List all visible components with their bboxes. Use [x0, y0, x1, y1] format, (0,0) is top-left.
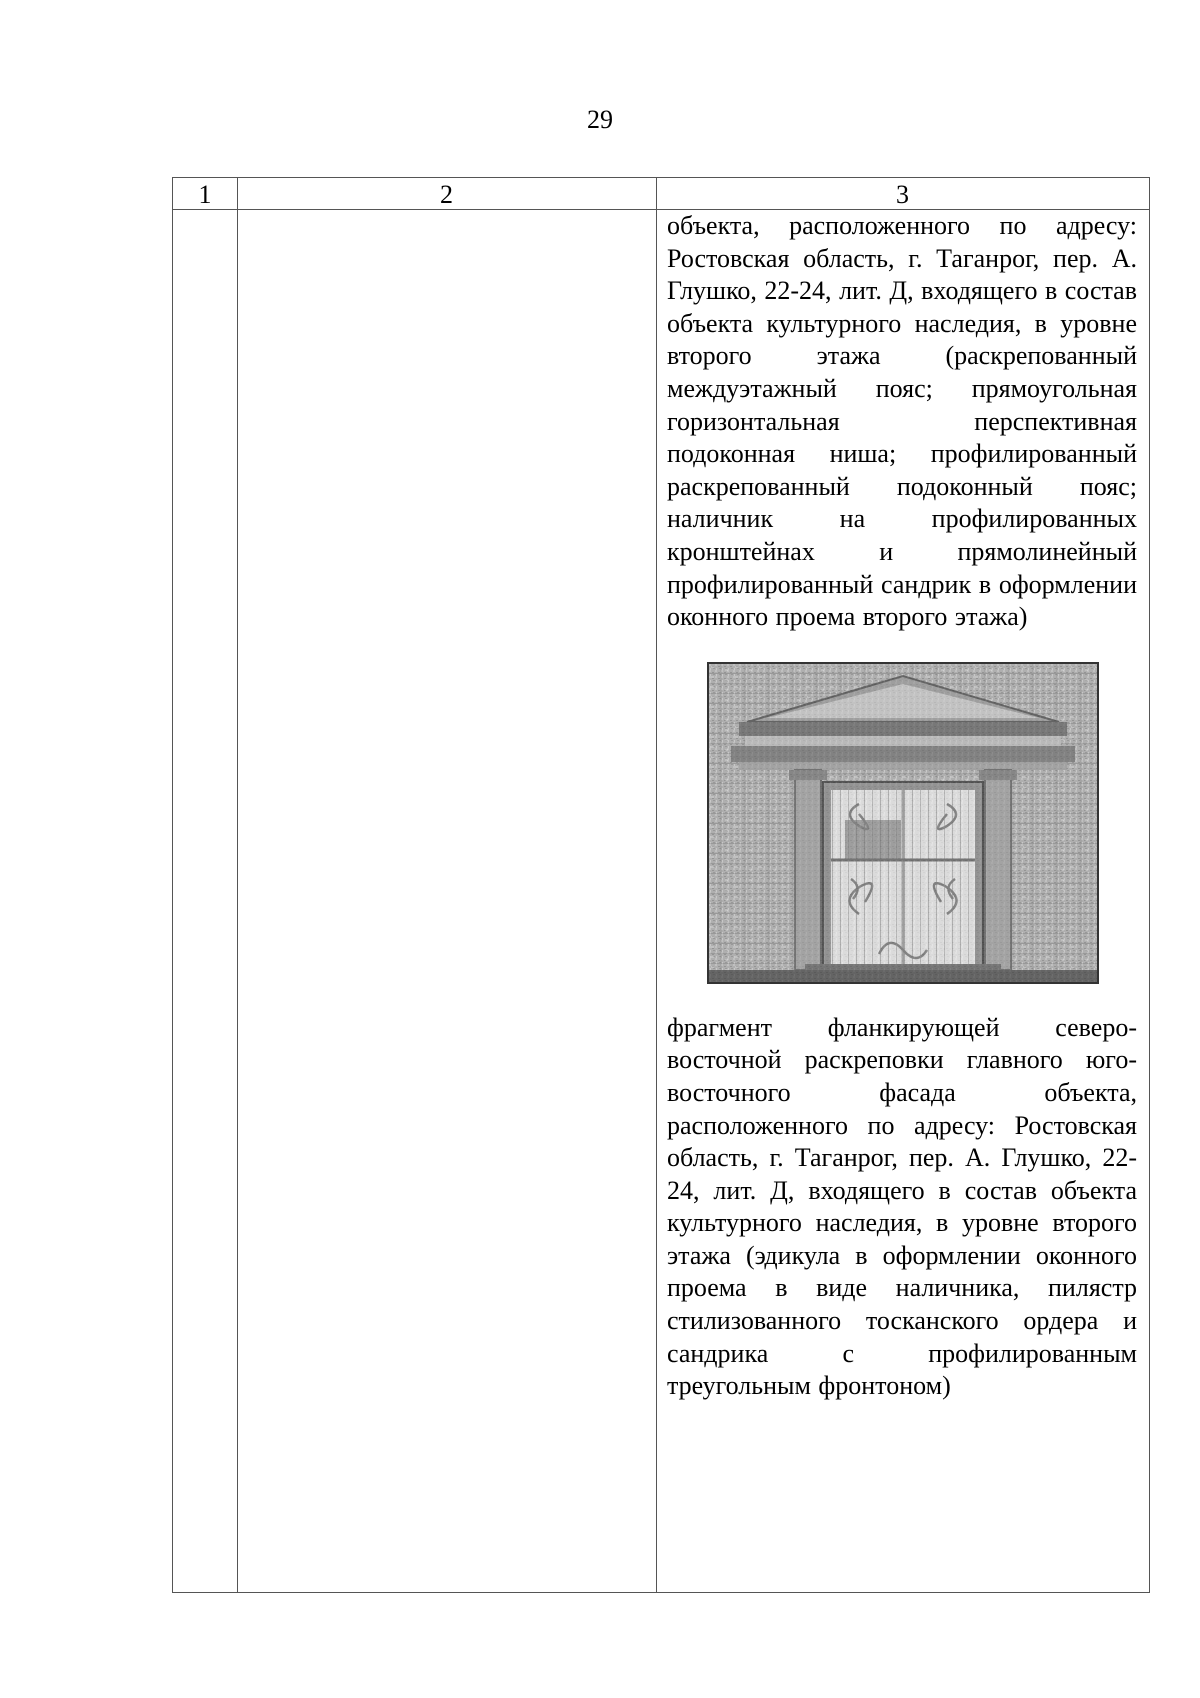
page-number: 29 — [587, 105, 613, 134]
header-cell-1: 1 — [198, 180, 212, 209]
header-cell-3: 3 — [896, 180, 909, 209]
header-cell-2: 2 — [440, 180, 453, 209]
column-divider-1 — [237, 178, 238, 1592]
photo-spacer — [667, 984, 1137, 1012]
description-paragraph-1: объекта, расположенного по адресу: Ростовская область, г. Таганрог, пер. А. Глушко, 22-24, лит. Д, входящего в состав объекта культурного наследия, в уровне второго этажа (раскрепованный междуэтажный пояс; прямоугольная горизонтальная перспективная подоконная ниша; профилированный раскрепованный подоконный пояс; наличник на профилированных кронштейнах и прямолинейный профилированный сандрик в оформлении оконного проема второго этажа) — [667, 211, 1137, 632]
description-paragraph-2: фрагмент фланкирующей северо-восточной раскреповки главного юго-восточного фасада объекта, расположенного по адресу: Ростовская область, г. Таганрог, пер. А. Глушко, 22-24, лит. Д, входящего в состав объекта культурного наследия, в уровне второго этажа (эдикула в оформлении оконного проема в виде наличника, пилястр стилизованного тосканского ордера и сандрика с профилированным треугольным фронтоном) — [667, 1012, 1137, 1401]
document-table — [172, 177, 1150, 1593]
table-cell-column-3 — [667, 210, 1137, 1403]
column-divider-2 — [656, 178, 657, 1592]
table-header-row — [173, 178, 1149, 210]
facade-window-photo — [707, 662, 1099, 984]
